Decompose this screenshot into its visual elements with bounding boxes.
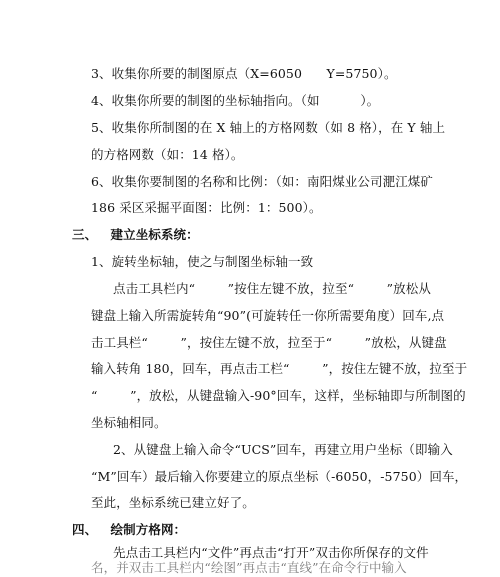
text-line: 输入转角 180，回车，再点击工栏“ ”，按住左键不放，拉至于	[91, 361, 468, 376]
text-line: 6、收集你要制图的名称和比例：（如：南阳煤业公司淝江煤矿	[91, 174, 434, 189]
text-line: 至此，坐标系统已建立好了。	[91, 495, 255, 510]
text-line: “ ”，放松，从键盘输入-90°回车，这样，坐标轴即与所制图的	[91, 388, 466, 403]
text-line: 5、收集你所制图的在 X 轴上的方格网数（如 8 格），在 Y 轴上	[91, 120, 446, 135]
section-heading: 三、 建立坐标系统：	[72, 227, 199, 242]
text-line: 击工具栏“ ”，按住左键不放，拉至于“ ”放松，从键盘	[91, 335, 447, 350]
text-line: 键盘上输入所需旋转角“90”(可旋转任一你所需要角度）回车,点	[91, 308, 445, 323]
text-line: 3、收集你所要的制图原点（X=6050 Y=5750）。	[91, 66, 397, 81]
text-line: 4、收集你所要的制图的坐标轴指向。（如 ）。	[91, 93, 380, 108]
text-line-cut: 名，并双击工具栏内“绘图”再点击“直线”在命令行中输入	[91, 560, 407, 575]
text-line: 的方格网数（如：14 格）。	[91, 147, 244, 162]
section-heading: 四、 绘制方格网：	[72, 522, 187, 537]
text-line: 1、旋转坐标轴，使之与制图坐标轴一致	[91, 254, 314, 269]
text-line: 先点击工具栏内“文件”再点击“打开”双击你所保存的文件	[113, 545, 429, 560]
text-line: 坐标轴相同。	[91, 415, 167, 430]
text-line: “M”回车）最后输入你要建立的原点坐标（-6050，-5750）回车，	[91, 469, 468, 484]
text-line: 2、从键盘上输入命令“UCS”回车，再建立用户坐标（即输入	[113, 442, 453, 457]
text-line: 186 采区采掘平面图：比例：1：500）。	[91, 200, 322, 215]
text-line: 点击工具栏内“ ”按住左键不放，拉至“ ”放松从	[113, 281, 431, 296]
